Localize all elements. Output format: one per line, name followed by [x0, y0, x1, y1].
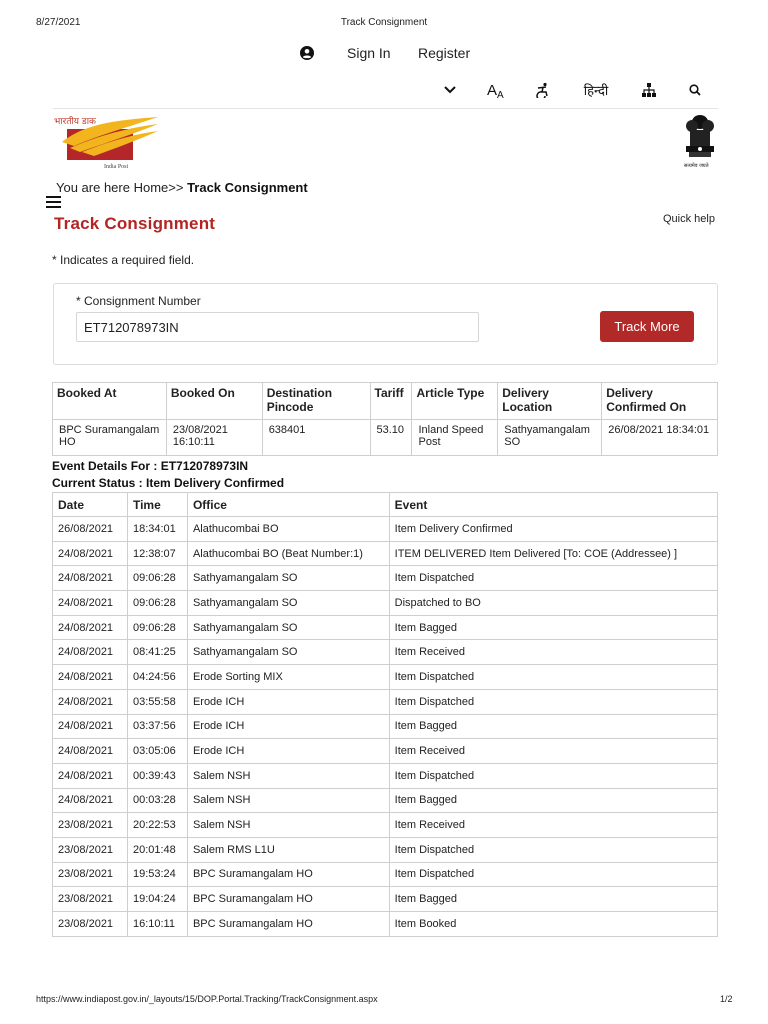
event-cell: 19:53:24: [127, 862, 187, 887]
summary-header-cell: Delivery Location: [498, 383, 602, 420]
event-cell: 00:39:43: [127, 763, 187, 788]
event-cell: 24/08/2021: [53, 615, 128, 640]
event-cell: Erode Sorting MIX: [187, 665, 389, 690]
events-header-cell: Office: [187, 493, 389, 517]
event-cell: 24/08/2021: [53, 739, 128, 764]
consignment-label: * Consignment Number: [76, 294, 201, 308]
summary-header-cell: Booked At: [53, 383, 167, 420]
event-row: [53, 591, 718, 616]
consignment-form: [53, 283, 718, 365]
event-row: [53, 566, 718, 591]
event-cell: 08:41:25: [127, 640, 187, 665]
event-cell: 03:55:58: [127, 689, 187, 714]
breadcrumb: [56, 180, 308, 195]
event-cell: Item Booked: [389, 912, 717, 937]
event-cell: 24/08/2021: [53, 714, 128, 739]
print-page-number: 1/2: [720, 994, 733, 1004]
event-row: [53, 813, 718, 838]
event-cell: 24/08/2021: [53, 689, 128, 714]
event-cell: 24/08/2021: [53, 763, 128, 788]
summary-header-row: [53, 383, 718, 420]
logo-english-text: India Post: [104, 164, 129, 170]
event-cell: Sathyamangalam SO: [187, 640, 389, 665]
breadcrumb-home[interactable]: You are here Home>>: [56, 180, 188, 195]
event-cell: 24/08/2021: [53, 591, 128, 616]
event-row: [53, 912, 718, 937]
event-cell: Item Dispatched: [389, 837, 717, 862]
print-date: 8/27/2021: [36, 17, 81, 28]
menu-icon[interactable]: [46, 196, 61, 208]
accessibility-toolbar: [0, 80, 768, 100]
event-cell: Alathucombai BO: [187, 517, 389, 542]
event-row: [53, 739, 718, 764]
page-title: Track Consignment: [54, 214, 216, 233]
consignment-number-input[interactable]: [76, 312, 479, 342]
events-header-cell: Time: [127, 493, 187, 517]
summary-cell: 26/08/2021 18:34:01: [602, 420, 718, 456]
event-row: [53, 714, 718, 739]
event-cell: Item Bagged: [389, 788, 717, 813]
event-cell: Salem RMS L1U: [187, 837, 389, 862]
event-cell: Erode ICH: [187, 739, 389, 764]
summary-header-cell: Destination Pincode: [262, 383, 370, 420]
event-cell: Salem NSH: [187, 763, 389, 788]
event-cell: 24/08/2021: [53, 541, 128, 566]
event-cell: 09:06:28: [127, 566, 187, 591]
emblem-caption: सत्यमेव जयते: [684, 163, 709, 169]
top-bar: [0, 44, 768, 64]
event-cell: 19:04:24: [127, 887, 187, 912]
event-row: [53, 541, 718, 566]
breadcrumb-current: Track Consignment: [187, 180, 308, 195]
print-title: Track Consignment: [340, 17, 428, 28]
event-cell: 24/08/2021: [53, 566, 128, 591]
event-cell: Item Dispatched: [389, 665, 717, 690]
event-cell: Sathyamangalam SO: [187, 566, 389, 591]
event-cell: 20:01:48: [127, 837, 187, 862]
event-cell: 04:24:56: [127, 665, 187, 690]
event-cell: Sathyamangalam SO: [187, 591, 389, 616]
event-cell: Item Bagged: [389, 615, 717, 640]
summary-cell: Sathyamangalam SO: [498, 420, 602, 456]
event-cell: 24/08/2021: [53, 640, 128, 665]
summary-header-cell: Delivery Confirmed On: [602, 383, 718, 420]
summary-cell: Inland Speed Post: [412, 420, 498, 456]
event-cell: 23/08/2021: [53, 837, 128, 862]
event-cell: BPC Suramangalam HO: [187, 912, 389, 937]
event-cell: Salem NSH: [187, 813, 389, 838]
event-cell: 03:37:56: [127, 714, 187, 739]
track-more-button[interactable]: Track More: [600, 311, 694, 342]
required-note: * Indicates a required field.: [52, 253, 195, 267]
current-status: Current Status : Item Delivery Confirmed: [52, 476, 285, 490]
event-cell: Salem NSH: [187, 788, 389, 813]
event-cell: Item Dispatched: [389, 689, 717, 714]
summary-header-cell: Tariff: [370, 383, 412, 420]
event-cell: BPC Suramangalam HO: [187, 862, 389, 887]
event-row: [53, 887, 718, 912]
event-cell: Erode ICH: [187, 714, 389, 739]
event-row: [53, 665, 718, 690]
event-cell: 23/08/2021: [53, 912, 128, 937]
event-cell: 20:22:53: [127, 813, 187, 838]
svg-text:A: A: [487, 82, 498, 99]
summary-table: [52, 382, 718, 456]
event-row: [53, 788, 718, 813]
event-cell: Item Bagged: [389, 714, 717, 739]
event-cell: BPC Suramangalam HO: [187, 887, 389, 912]
summary-cell: 53.10: [370, 420, 412, 456]
india-post-logo[interactable]: [52, 112, 162, 172]
event-row: [53, 689, 718, 714]
summary-cell: 638401: [262, 420, 370, 456]
summary-cell: BPC Suramangalam HO: [53, 420, 167, 456]
event-row: [53, 763, 718, 788]
event-cell: 26/08/2021: [53, 517, 128, 542]
event-cell: 23/08/2021: [53, 813, 128, 838]
event-cell: Item Dispatched: [389, 566, 717, 591]
chevron-down-icon[interactable]: [441, 80, 459, 100]
divider: [53, 108, 718, 109]
event-cell: 18:34:01: [127, 517, 187, 542]
event-row: [53, 837, 718, 862]
event-cell: 12:38:07: [127, 541, 187, 566]
register-link[interactable]: Register: [418, 45, 471, 61]
events-header-row: [53, 493, 718, 517]
event-cell: Erode ICH: [187, 689, 389, 714]
event-cell: Item Received: [389, 640, 717, 665]
event-cell: Item Received: [389, 813, 717, 838]
event-cell: 16:10:11: [127, 912, 187, 937]
print-url: https://www.indiapost.gov.in/_layouts/15/DOP.Portal.Tracking/TrackConsignment.aspx: [36, 994, 378, 1004]
font-size-icon[interactable]: [486, 80, 508, 100]
hindi-language-toggle[interactable]: हिन्दी: [583, 84, 609, 99]
event-row: [53, 517, 718, 542]
summary-cell: 23/08/2021 16:10:11: [166, 420, 262, 456]
event-cell: 09:06:28: [127, 615, 187, 640]
event-cell: 23/08/2021: [53, 887, 128, 912]
summary-header-cell: Article Type: [412, 383, 498, 420]
event-cell: 00:03:28: [127, 788, 187, 813]
event-cell: ITEM DELIVERED Item Delivered [To: COE (Addressee) ]: [389, 541, 717, 566]
summary-header-cell: Booked On: [166, 383, 262, 420]
sign-in-link[interactable]: Sign In: [347, 45, 391, 61]
event-cell: Item Bagged: [389, 887, 717, 912]
event-cell: Item Delivery Confirmed: [389, 517, 717, 542]
event-cell: Alathucombai BO (Beat Number:1): [187, 541, 389, 566]
accessibility-icon[interactable]: [534, 80, 552, 100]
event-cell: 09:06:28: [127, 591, 187, 616]
sitemap-icon[interactable]: [640, 80, 658, 100]
search-icon[interactable]: [686, 80, 704, 100]
events-header-cell: Event: [389, 493, 717, 517]
events-body: [53, 517, 718, 937]
national-emblem: [680, 112, 720, 170]
event-cell: Item Dispatched: [389, 862, 717, 887]
quick-help-link[interactable]: Quick help: [663, 213, 715, 225]
logo-hindi-text: भारतीय डाक: [54, 117, 96, 127]
events-header-cell: Date: [53, 493, 128, 517]
event-row: [53, 640, 718, 665]
user-icon[interactable]: [300, 46, 314, 60]
event-row: [53, 615, 718, 640]
event-cell: 03:05:06: [127, 739, 187, 764]
event-cell: 24/08/2021: [53, 788, 128, 813]
event-cell: Item Received: [389, 739, 717, 764]
event-cell: Item Dispatched: [389, 763, 717, 788]
events-table: [52, 492, 718, 937]
svg-text:A: A: [497, 90, 504, 99]
event-cell: 23/08/2021: [53, 862, 128, 887]
summary-row: [53, 420, 718, 456]
event-details-heading: Event Details For : ET712078973IN: [52, 459, 249, 473]
event-cell: Dispatched to BO: [389, 591, 717, 616]
event-cell: 24/08/2021: [53, 665, 128, 690]
event-cell: Sathyamangalam SO: [187, 615, 389, 640]
event-row: [53, 862, 718, 887]
